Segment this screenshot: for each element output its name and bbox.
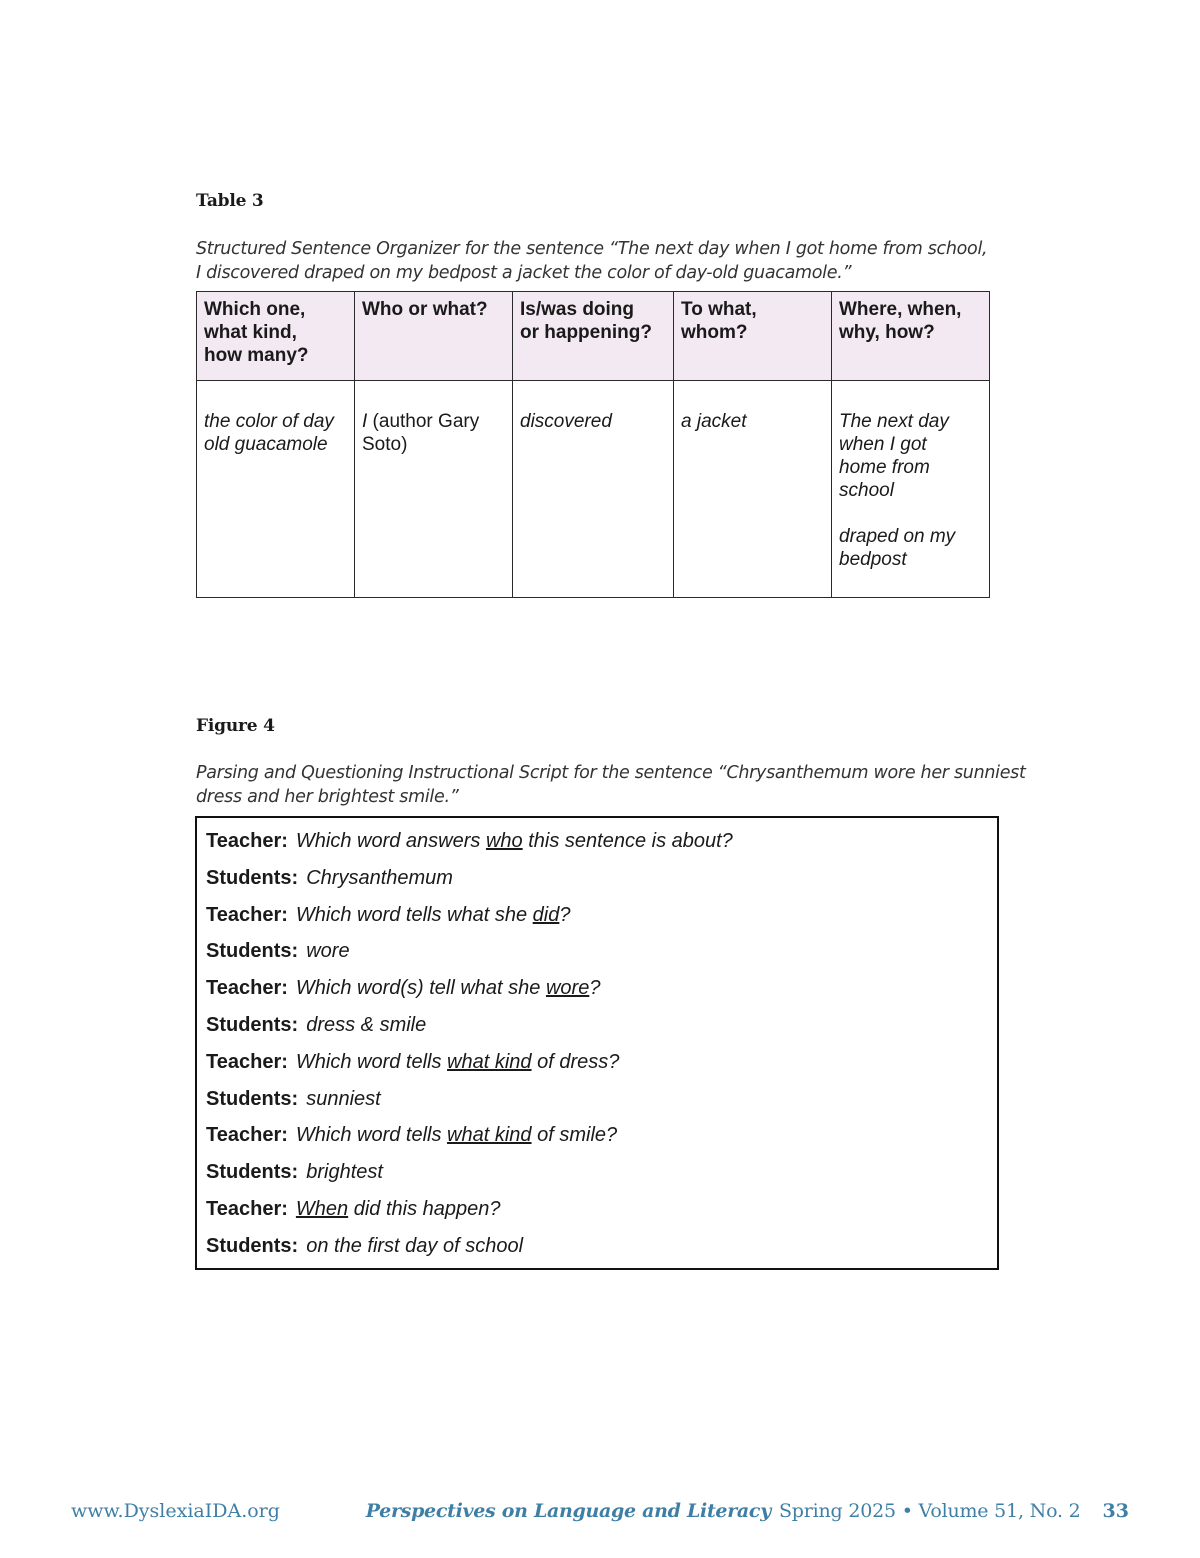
script-line [206,828,997,865]
utterance: Which word tells what kind of smile? [295,1124,618,1147]
script-line [206,938,997,975]
utterance: sunniest [306,1087,381,1110]
utterance: on the first day of school [306,1234,524,1257]
footer-journal-title: Perspectives on Language and Literacy [365,1500,771,1522]
cell-text: a jacket [681,411,747,432]
figure-label: Figure 4 [196,716,275,736]
figure-caption-line-2: dress and her brightest smile.” [196,787,459,807]
utterance: When did this happen? [295,1197,501,1220]
header-text: Where, when, [839,299,962,320]
cell-which-one [197,381,355,598]
script-line [206,1049,997,1086]
footer-issue: Spring 2025 • Volume 51, No. 2 [778,1500,1081,1522]
cell-text: draped on my [839,526,956,547]
header-text: Who or what? [362,299,488,320]
footer-website-link[interactable]: www.DyslexiaIDA.org [71,1500,280,1522]
cell-text: Soto) [362,434,408,455]
cell-to-what [674,381,832,598]
script-line [206,865,997,902]
speaker-label: Students: [206,1013,299,1036]
utterance: Which word tells what she did? [295,903,571,926]
header-text: how many? [204,345,309,366]
speaker-label: Teacher: [206,1050,288,1073]
script-line [206,1086,997,1123]
header-cell-which-one [197,292,355,381]
header-text: whom? [681,322,748,343]
cell-text: school [839,480,894,501]
speaker-label: Teacher: [206,977,288,1000]
script-line [206,1159,997,1196]
cell-text: the color of day [204,411,334,432]
header-text: or happening? [520,322,652,343]
script-line [206,1233,997,1270]
header-text: To what, [681,299,757,320]
utterance: dress & smile [306,1013,427,1036]
speaker-label: Teacher: [206,903,288,926]
utterance: Which word answers who this sentence is about? [295,830,733,852]
page-number: 33 [1102,1500,1129,1522]
cell-text: The next day [839,411,949,432]
figure-caption [196,761,1026,809]
speaker-label: Teacher: [206,1197,288,1220]
script-line [206,1122,997,1159]
cell-line [362,410,506,433]
script-line [206,1196,997,1233]
header-cell-doing [513,292,674,381]
cell-where-when [832,381,990,598]
cell-who-or-what [355,381,513,598]
speaker-label: Students: [206,1087,299,1110]
header-text: what kind, [204,322,297,343]
speaker-label: Students: [206,1161,299,1184]
header-cell-where-when [832,292,990,381]
figure-caption-line-1: Parsing and Questioning Instructional Script for the sentence “Chrysanthemum wore her sunniest [196,763,1026,783]
table-caption-line-2: I discovered draped on my bedpost a jacket the color of day-old guacamole.” [196,263,852,283]
cell-spacer [839,502,983,525]
speaker-label: Students: [206,1234,299,1257]
script-line [206,1012,997,1049]
cell-text: old guacamole [204,434,328,455]
cell-text: I [362,411,368,432]
speaker-label: Teacher: [206,1124,288,1147]
cell-text: (author Gary [367,411,480,432]
utterance: wore [306,940,350,963]
utterance: brightest [306,1161,383,1184]
speaker-label: Teacher: [206,830,288,852]
header-text: Which one, [204,299,306,320]
speaker-label: Students: [206,866,299,889]
table-caption-line-1: Structured Sentence Organizer for the sentence “The next day when I got home from school, [196,239,988,259]
script-line [206,902,997,939]
header-text: Is/was doing [520,299,635,320]
table-caption [196,237,1016,285]
sentence-organizer-table [196,291,990,598]
instructional-script-box [195,816,999,1270]
utterance: Which word(s) tell what she wore? [295,977,601,1000]
table-header-row [197,292,990,381]
header-cell-who-or-what [355,292,513,381]
cell-text: home from [839,457,930,478]
table-label: Table 3 [196,191,264,211]
cell-text: discovered [520,411,612,432]
speaker-label: Students: [206,940,299,963]
cell-text: when I got [839,434,927,455]
cell-doing [513,381,674,598]
footer-citation [366,1500,1129,1522]
cell-text: bedpost [839,549,907,570]
script-line [206,975,997,1012]
utterance: Chrysanthemum [306,866,453,889]
utterance: Which word tells what kind of dress? [295,1050,620,1073]
table-row [197,381,990,598]
header-text: why, how? [839,322,935,343]
header-cell-to-what [674,292,832,381]
